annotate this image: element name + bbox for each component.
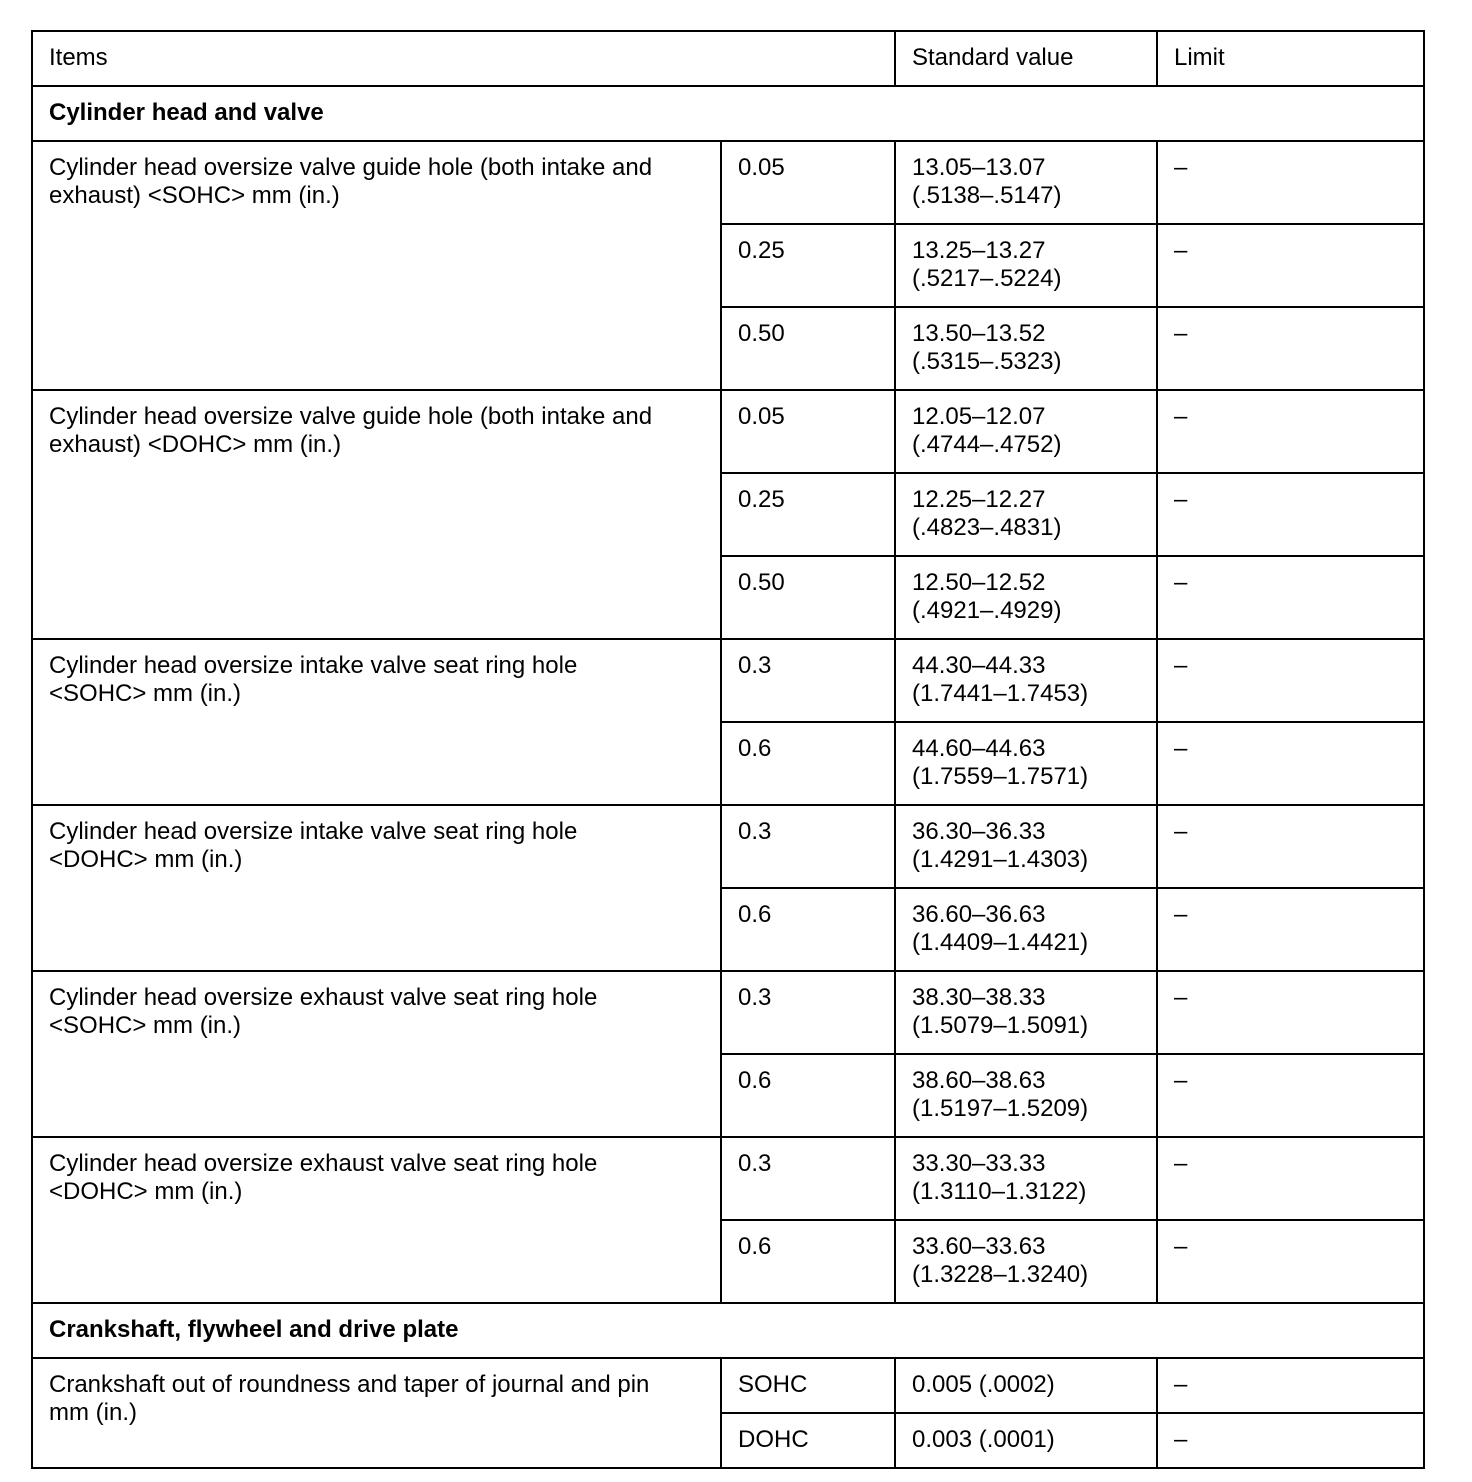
limit-value: –: [1157, 556, 1424, 639]
header-limit: Limit: [1157, 31, 1424, 86]
standard-value: 38.60–38.63 (1.5197–1.5209): [895, 1054, 1157, 1137]
oversize-value: 0.50: [721, 307, 895, 390]
engine-type: DOHC: [721, 1413, 895, 1468]
section-row: [32, 1303, 1424, 1358]
table-row: [32, 1358, 1424, 1413]
limit-value: –: [1157, 971, 1424, 1054]
standard-value: 13.05–13.07 (.5138–.5147): [895, 141, 1157, 224]
oversize-value: 0.05: [721, 141, 895, 224]
item-description: Crankshaft out of roundness and taper of journal and pin mm (in.): [32, 1358, 721, 1468]
standard-value: 36.30–36.33 (1.4291–1.4303): [895, 805, 1157, 888]
engine-type: SOHC: [721, 1358, 895, 1413]
limit-value: –: [1157, 639, 1424, 722]
limit-value: –: [1157, 1054, 1424, 1137]
standard-value: 0.005 (.0002): [895, 1358, 1157, 1413]
standard-value: 38.30–38.33 (1.5079–1.5091): [895, 971, 1157, 1054]
oversize-value: 0.05: [721, 390, 895, 473]
specification-table: [31, 30, 1425, 1469]
table-row: [32, 639, 1424, 722]
limit-value: –: [1157, 1137, 1424, 1220]
header-row: [32, 31, 1424, 86]
section-title: Crankshaft, flywheel and drive plate: [32, 1303, 1424, 1358]
standard-value: 12.25–12.27 (.4823–.4831): [895, 473, 1157, 556]
item-description: Cylinder head oversize intake valve seat ring hole <SOHC> mm (in.): [32, 639, 721, 805]
oversize-value: 0.3: [721, 1137, 895, 1220]
standard-value: 33.60–33.63 (1.3228–1.3240): [895, 1220, 1157, 1303]
limit-value: –: [1157, 224, 1424, 307]
standard-value: 13.50–13.52 (.5315–.5323): [895, 307, 1157, 390]
oversize-value: 0.3: [721, 971, 895, 1054]
header-standard-value: Standard value: [895, 31, 1157, 86]
limit-value: –: [1157, 473, 1424, 556]
oversize-value: 0.25: [721, 473, 895, 556]
limit-value: –: [1157, 1220, 1424, 1303]
standard-value: 12.05–12.07 (.4744–.4752): [895, 390, 1157, 473]
limit-value: –: [1157, 141, 1424, 224]
item-description: Cylinder head oversize valve guide hole (both intake and exhaust) <SOHC> mm (in.): [32, 141, 721, 390]
standard-value: 44.30–44.33 (1.7441–1.7453): [895, 639, 1157, 722]
item-description: Cylinder head oversize exhaust valve seat ring hole <DOHC> mm (in.): [32, 1137, 721, 1303]
limit-value: –: [1157, 307, 1424, 390]
oversize-value: 0.3: [721, 639, 895, 722]
oversize-value: 0.6: [721, 1054, 895, 1137]
standard-value: 36.60–36.63 (1.4409–1.4421): [895, 888, 1157, 971]
standard-value: 44.60–44.63 (1.7559–1.7571): [895, 722, 1157, 805]
oversize-value: 0.3: [721, 805, 895, 888]
limit-value: –: [1157, 1358, 1424, 1413]
table-row: [32, 390, 1424, 473]
limit-value: –: [1157, 1413, 1424, 1468]
standard-value: 0.003 (.0001): [895, 1413, 1157, 1468]
table-row: [32, 971, 1424, 1054]
limit-value: –: [1157, 805, 1424, 888]
limit-value: –: [1157, 390, 1424, 473]
oversize-value: 0.50: [721, 556, 895, 639]
limit-value: –: [1157, 888, 1424, 971]
table-row: [32, 141, 1424, 224]
table-row: [32, 805, 1424, 888]
item-description: Cylinder head oversize exhaust valve seat ring hole <SOHC> mm (in.): [32, 971, 721, 1137]
header-items: Items: [32, 31, 895, 86]
standard-value: 33.30–33.33 (1.3110–1.3122): [895, 1137, 1157, 1220]
item-description: Cylinder head oversize intake valve seat ring hole <DOHC> mm (in.): [32, 805, 721, 971]
item-description: Cylinder head oversize valve guide hole (both intake and exhaust) <DOHC> mm (in.): [32, 390, 721, 639]
oversize-value: 0.25: [721, 224, 895, 307]
oversize-value: 0.6: [721, 1220, 895, 1303]
oversize-value: 0.6: [721, 888, 895, 971]
section-title: Cylinder head and valve: [32, 86, 1424, 141]
section-row: [32, 86, 1424, 141]
standard-value: 13.25–13.27 (.5217–.5224): [895, 224, 1157, 307]
table-row: [32, 1137, 1424, 1220]
limit-value: –: [1157, 722, 1424, 805]
standard-value: 12.50–12.52 (.4921–.4929): [895, 556, 1157, 639]
oversize-value: 0.6: [721, 722, 895, 805]
